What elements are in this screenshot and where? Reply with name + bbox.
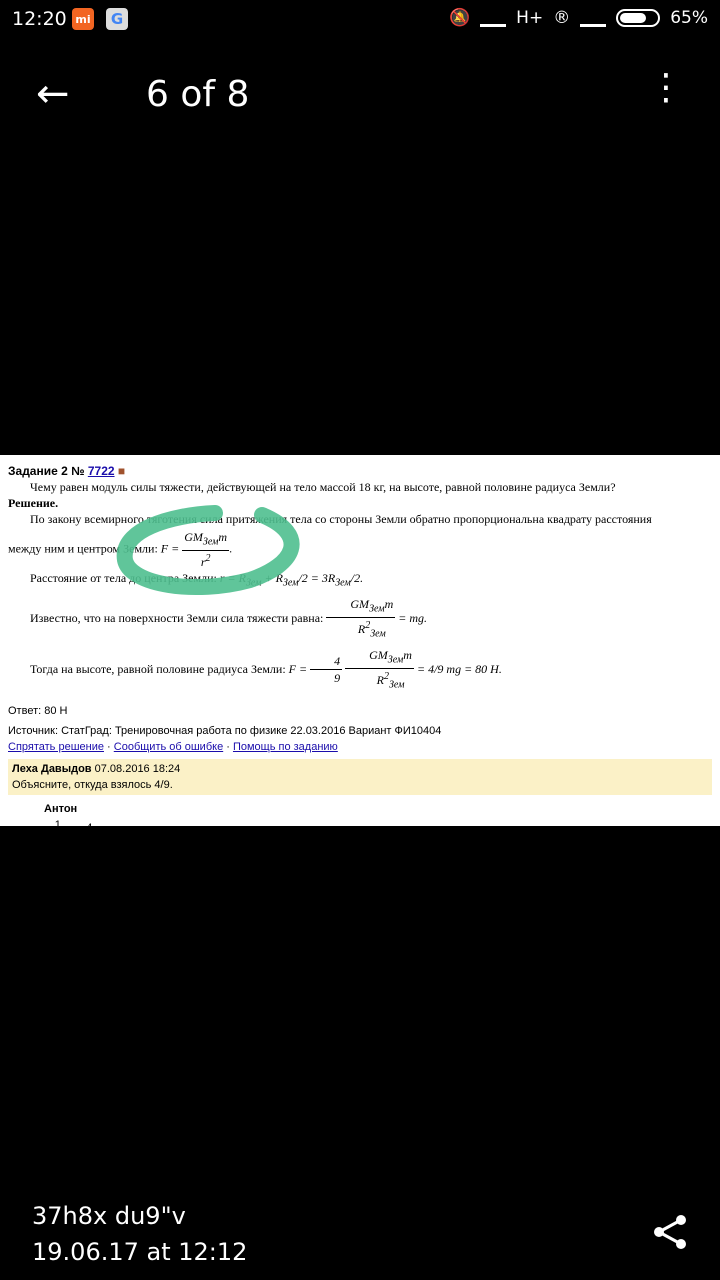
document bbox=[8, 463, 712, 855]
solution-label: Решение. bbox=[8, 496, 59, 510]
reply-result: $\frac{4}{9}$ bbox=[86, 821, 93, 851]
task-prefix: Задание 2 № bbox=[8, 464, 85, 478]
links-row: Спрятать решение · Сообщить об ошибке · Помощь по заданию bbox=[8, 741, 338, 754]
formula-mg: = mg. bbox=[398, 610, 428, 625]
bookmark-icon: ■ bbox=[117, 464, 126, 478]
formula-result-tail: = 4/9 mg = 80 Н. bbox=[416, 661, 502, 676]
caption-title: 37h8x du9"v bbox=[32, 1202, 186, 1230]
solution-line5-row bbox=[8, 647, 712, 694]
share-icon[interactable] bbox=[650, 1212, 690, 1252]
solution-line1: По закону всемирного тяготения сила притяжения тела со стороны Земли обратно пропорциональна квадрату расстояния bbox=[30, 512, 652, 526]
comment bbox=[8, 759, 712, 795]
network-type: H+ bbox=[516, 8, 544, 28]
source: Источник: СтатГрад: Тренировочная работа по физике 22.03.2016 Вариант ФИ10404 bbox=[8, 725, 442, 738]
solution-line4: Известно, что на поверхности Земли сила тяжести равна: bbox=[30, 610, 324, 625]
caption bbox=[32, 1198, 247, 1270]
solution-line2: между ним и центром Земли: bbox=[8, 541, 158, 556]
roaming-icon: ® bbox=[553, 8, 571, 28]
mi-app-icon: mi bbox=[72, 8, 94, 30]
status-right bbox=[449, 8, 708, 28]
question: Чему равен модуль силы тяжести, действующей на тело массой 18 кг, на высоте, равной половине радиуса Земли? bbox=[30, 480, 616, 494]
task-number-link[interactable]: 7722 bbox=[87, 464, 115, 478]
arrow-left-icon[interactable]: ← bbox=[36, 71, 70, 117]
status-time: 12:20 bbox=[12, 8, 67, 30]
report-error-link[interactable]: Сообщить об ошибке bbox=[113, 741, 224, 754]
formula-f: F = bbox=[160, 541, 180, 556]
hide-solution-link[interactable]: Спрятать решение bbox=[8, 741, 104, 754]
signal-icon bbox=[480, 10, 506, 27]
help-link[interactable]: Помощь по заданию bbox=[232, 741, 338, 754]
solution-line2-row: между ним и центром Земли: F = $\frac{GM_{Зем}m}{r^2}$ . bbox=[8, 530, 233, 570]
mute-icon: 🔕 bbox=[449, 8, 471, 28]
caption-date: 19.06.17 at 12:12 bbox=[32, 1238, 248, 1266]
reply: Антон $\frac{1}{(3/2)^2}$ = $\frac{4}{9}$ . bbox=[44, 803, 98, 853]
answer: Ответ: 80 Н bbox=[8, 705, 68, 718]
formula-result-frac: $\frac{GM_{Зем}m}{R^2_{Зем}}$ bbox=[345, 647, 414, 694]
comment-author: Леха Давыдов bbox=[12, 763, 92, 776]
status-bar bbox=[0, 0, 720, 40]
battery-icon bbox=[616, 9, 660, 27]
photo bbox=[0, 455, 720, 853]
formula-frac: $\frac{GM_{Зем}m}{r^2}$ bbox=[184, 530, 228, 570]
formula-result: F = bbox=[288, 661, 311, 676]
google-app-icon: G bbox=[106, 8, 128, 30]
comment-text: Объясните, откуда взялось 4/9. bbox=[12, 779, 173, 792]
solution-line3: Расстояние от тела до центра Земли: bbox=[30, 571, 217, 586]
solution-line3-row bbox=[8, 570, 712, 591]
top-bar bbox=[0, 60, 720, 132]
task-header bbox=[8, 463, 712, 479]
comment-date: 07.08.2016 18:24 bbox=[94, 763, 181, 776]
solution-line4-row bbox=[8, 596, 712, 643]
more-vert-icon[interactable]: ⋮ bbox=[648, 67, 684, 108]
formula-four-ninths: $\frac{4}{9}$ bbox=[310, 653, 342, 686]
solution-line5: Тогда на высоте, равной половине радиуса Земли: bbox=[30, 661, 286, 676]
formula-mg-frac: $\frac{GM_{Зем}m}{R^2_{Зем}}$ bbox=[326, 596, 395, 643]
reply-author: Антон bbox=[44, 803, 78, 816]
battery-percent: 65% bbox=[670, 8, 708, 28]
photo-counter: 6 of 8 bbox=[146, 74, 250, 115]
signal2-icon bbox=[580, 10, 606, 27]
formula-r: $r = R_{Зем} + R_{Зем}/2 = 3R_{Зем}/2$. bbox=[219, 571, 364, 589]
reply-formula: $\frac{1}{(3/2)^2}$ bbox=[44, 819, 72, 853]
